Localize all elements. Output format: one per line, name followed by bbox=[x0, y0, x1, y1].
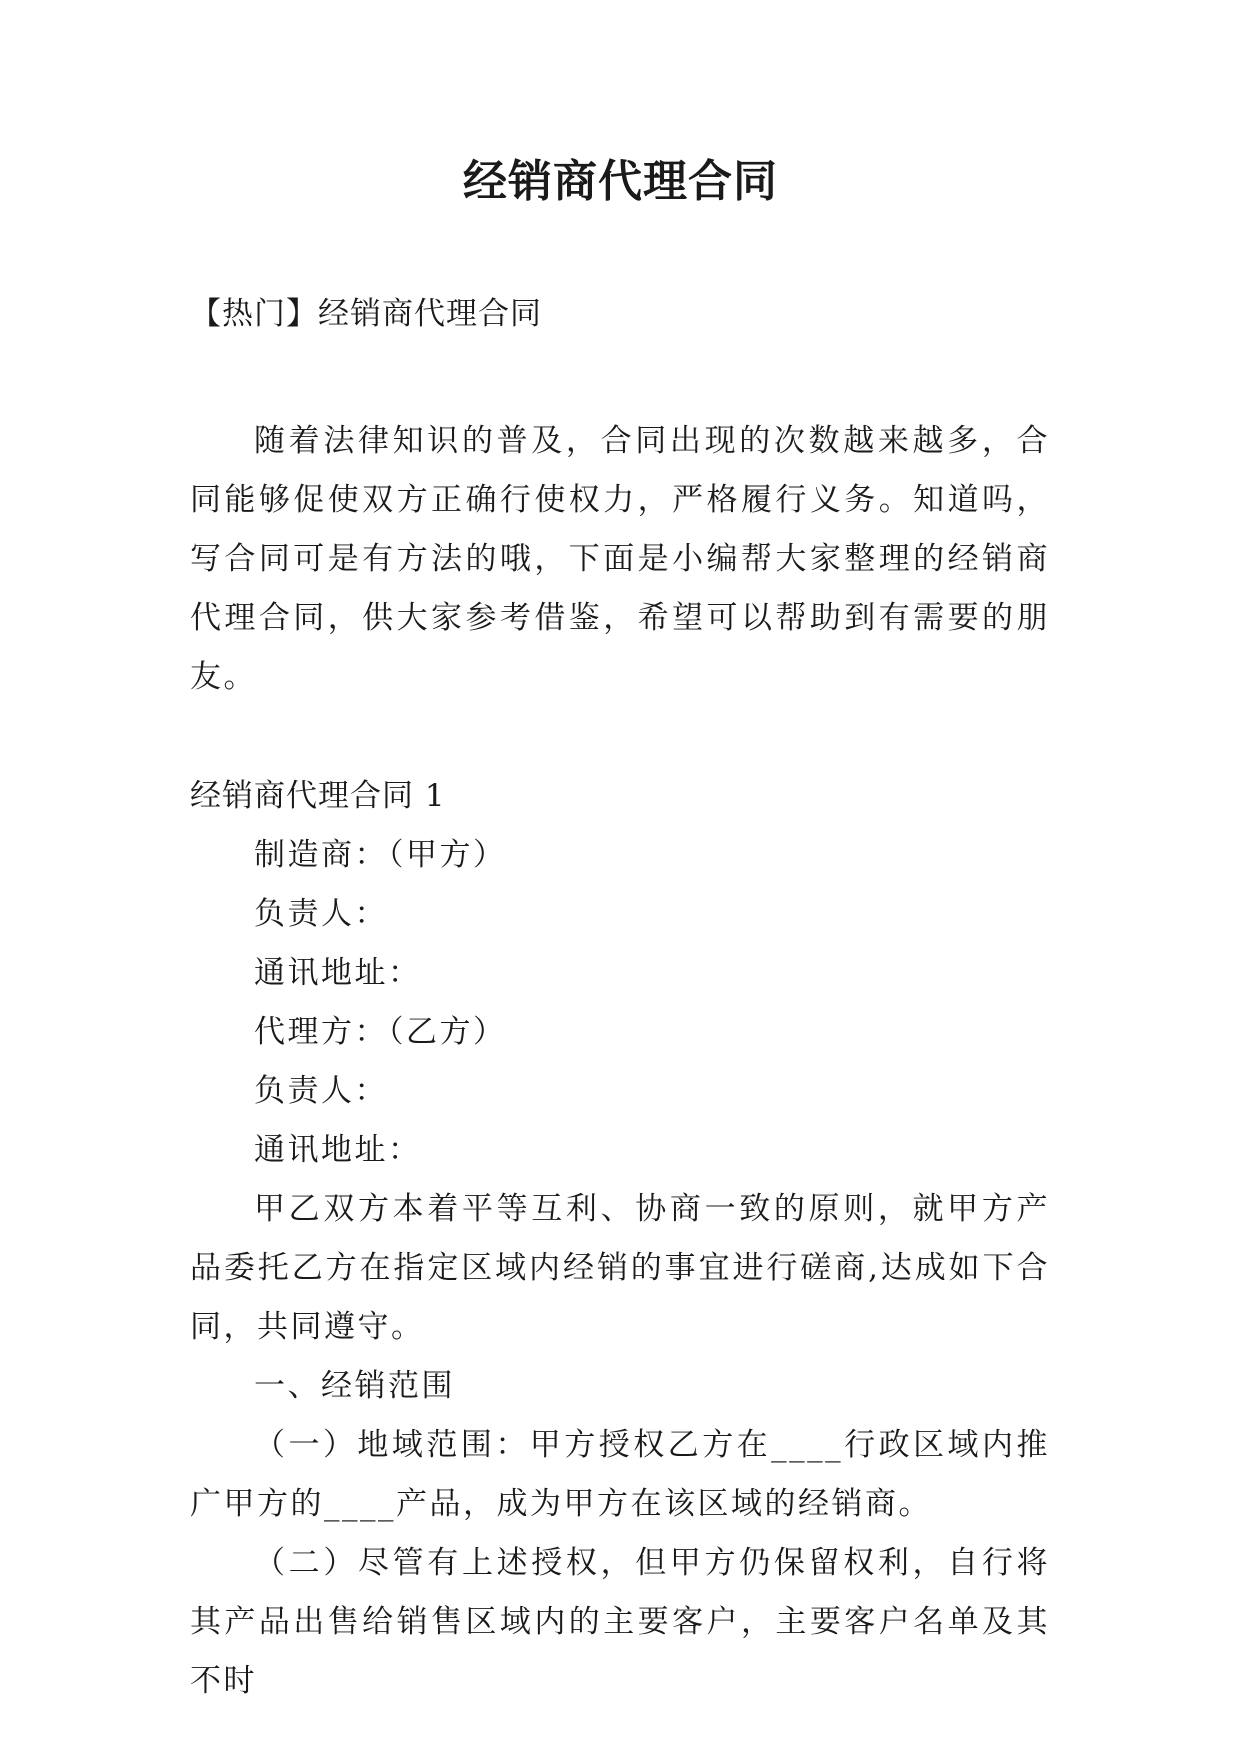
party-b-manager: 负责人： bbox=[254, 1073, 388, 1109]
contract-heading: 经销商代理合同 1 bbox=[190, 778, 446, 814]
party-a-manager: 负责人： bbox=[254, 896, 388, 932]
party-b-address: 通讯地址： bbox=[254, 1132, 422, 1168]
section-1-heading: 一、经销范围 bbox=[254, 1368, 455, 1404]
section-1-clause-1: （一）地域范围：甲方授权乙方在____行政区域内推广甲方的____产品，成为甲方在该区域的经销商。 bbox=[190, 1427, 1050, 1522]
party-a-address: 通讯地址： bbox=[254, 955, 422, 991]
intro-paragraph: 随着法律知识的普及，合同出现的次数越来越多，合同能够促使双方正确行使权力，严格履行义务。知道吗，写合同可是有方法的哦，下面是小编帮大家整理的经销商代理合同，供大家参考借鉴，希望可以帮助到有需要的朋友。 bbox=[190, 423, 1050, 695]
document-subtitle: 【热门】经销商代理合同 bbox=[190, 296, 542, 332]
section-1-clause-2: （二）尽管有上述授权，但甲方仍保留权利，自行将其产品出售给销售区域内的主要客户，主要客户名单及其不时 bbox=[190, 1545, 1050, 1699]
document-body bbox=[190, 412, 1050, 1711]
paragraph-spacer bbox=[190, 707, 1050, 767]
document-title: 经销商代理合同 bbox=[463, 156, 778, 207]
preamble-paragraph: 甲乙双方本着平等互利、协商一致的原则，就甲方产品委托乙方在指定区域内经销的事宜进行磋商,达成如下合同，共同遵守。 bbox=[190, 1191, 1050, 1345]
party-a-label: 制造商：（甲方） bbox=[254, 837, 507, 873]
party-b-label: 代理方：（乙方） bbox=[254, 1014, 507, 1050]
